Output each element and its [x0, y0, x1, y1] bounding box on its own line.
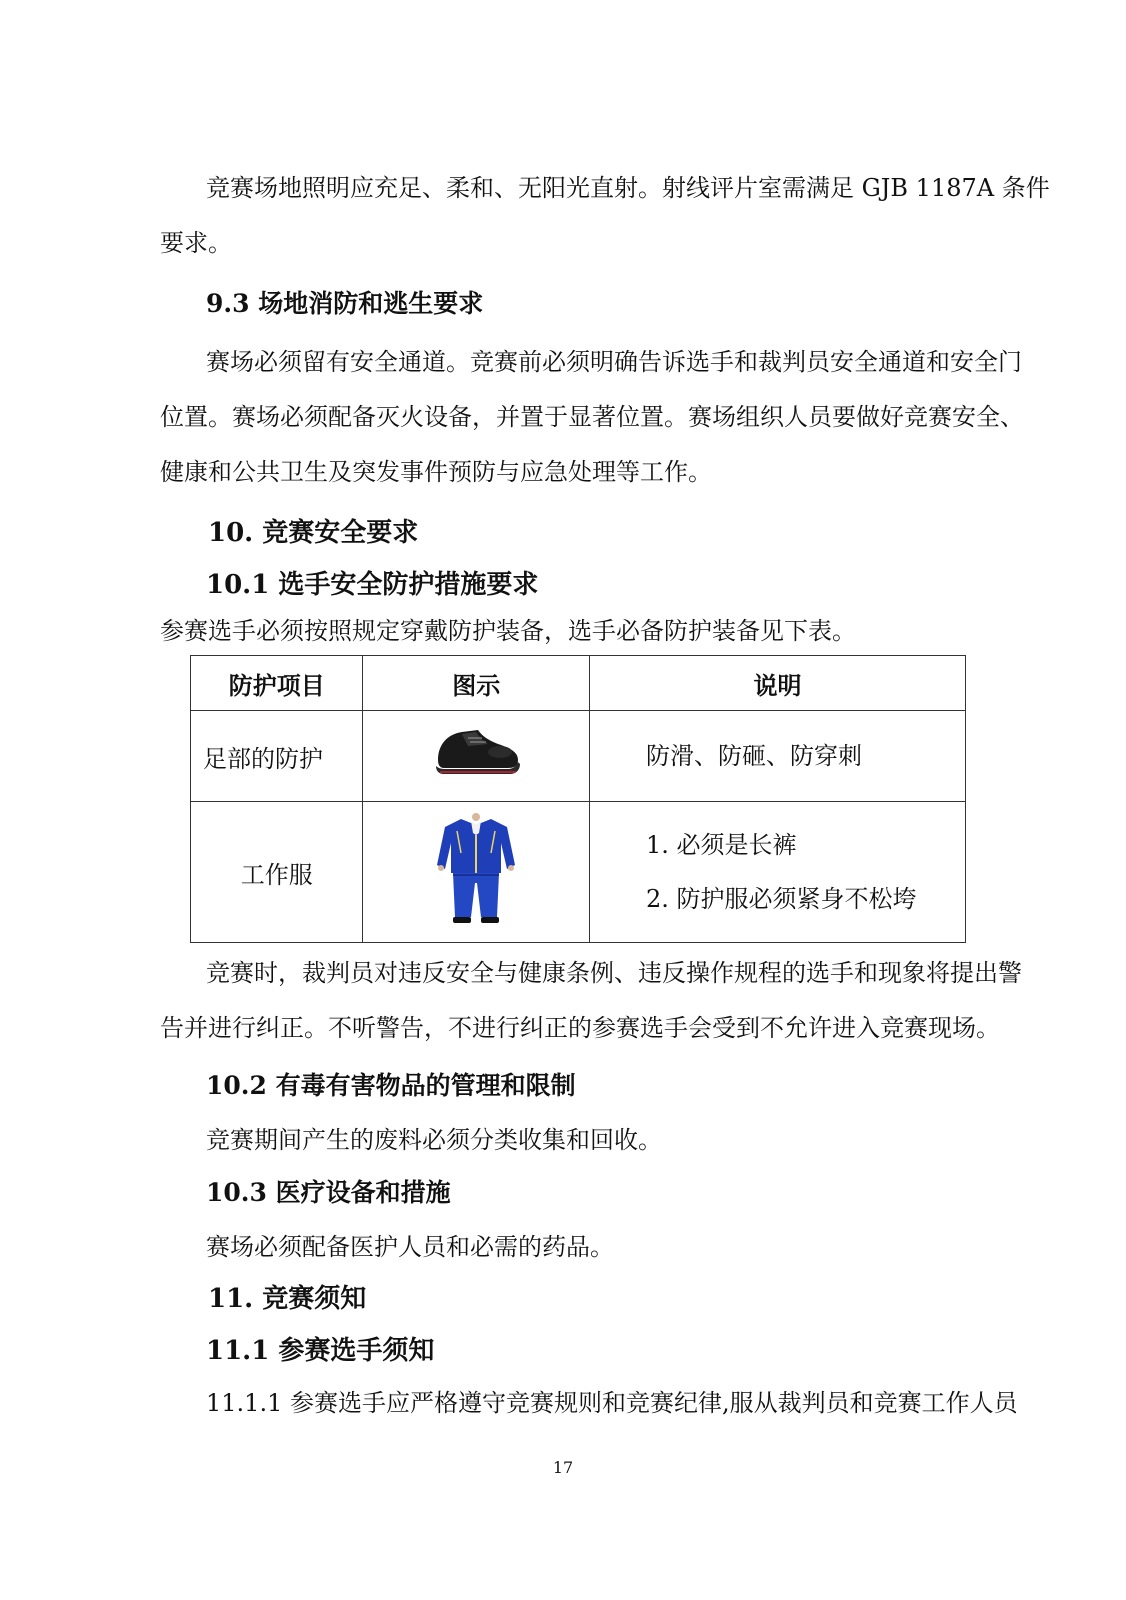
- table-row: [191, 711, 966, 802]
- table-cell-picture: [363, 711, 590, 802]
- para-warning-line1: 竞赛时，裁判员对违反安全与健康条例、违反操作规程的选手和现象将提出警: [206, 959, 1022, 987]
- table-header-picture: 图示: [363, 656, 590, 711]
- table-cell-item: 工作服: [191, 802, 363, 943]
- page-number: 17: [552, 1458, 574, 1477]
- para-waste: 竞赛期间产生的废料必须分类收集和回收。: [206, 1126, 662, 1154]
- para-fire-line3: 健康和公共卫生及突发事件预防与应急处理等工作。: [160, 458, 712, 486]
- table-row: [191, 802, 966, 943]
- heading-9-3: 9.3 场地消防和逃生要求: [206, 289, 484, 318]
- heading-11: 11. 竞赛须知: [208, 1284, 367, 1314]
- para-medical: 赛场必须配备医护人员和必需的药品。: [206, 1233, 614, 1261]
- heading-10: 10. 竞赛安全要求: [208, 518, 419, 548]
- table-cell-item: 足部的防护: [191, 711, 363, 802]
- para-warning-line2: 告并进行纠正。不听警告，不进行纠正的参赛选手会受到不允许进入竞赛现场。: [160, 1014, 1000, 1042]
- heading-10-2: 10.2 有毒有害物品的管理和限制: [206, 1071, 576, 1100]
- heading-10-3: 10.3 医疗设备和措施: [206, 1178, 451, 1207]
- table-header-notes: 说明: [590, 656, 966, 711]
- para-gear-intro: 参赛选手必须按照规定穿戴防护装备，选手必备防护装备见下表。: [160, 617, 856, 645]
- note-line: 1. 必须是长裤: [646, 831, 797, 859]
- protective-gear-table: [190, 655, 966, 943]
- heading-11-1: 11.1 参赛选手须知: [206, 1336, 435, 1366]
- heading-10-1: 10.1 选手安全防护措施要求: [206, 570, 539, 600]
- note-line: 防滑、防砸、防穿刺: [646, 742, 862, 770]
- para-contestant-rules: 11.1.1 参赛选手应严格遵守竞赛规则和竞赛纪律,服从裁判员和竞赛工作人员: [206, 1389, 1018, 1417]
- para-lighting-line2: 要求。: [160, 229, 232, 257]
- table-cell-notes: [590, 711, 966, 802]
- work-uniform-icon: [431, 813, 521, 925]
- safety-shoe-icon: [428, 722, 524, 784]
- para-fire-line1: 赛场必须留有安全通道。竞赛前必须明确告诉选手和裁判员安全通道和安全门: [206, 348, 1022, 376]
- note-line: 2. 防护服必须紧身不松垮: [646, 885, 917, 913]
- table-header-item: 防护项目: [191, 656, 363, 711]
- table-cell-picture: [363, 802, 590, 943]
- table-header-row: [191, 656, 966, 711]
- table-cell-notes: [590, 802, 966, 943]
- para-lighting-line1: 竞赛场地照明应充足、柔和、无阳光直射。射线评片室需满足 GJB 1187A 条件: [206, 174, 1050, 202]
- para-fire-line2: 位置。赛场必须配备灭火设备，并置于显著位置。赛场组织人员要做好竞赛安全、: [160, 403, 1024, 431]
